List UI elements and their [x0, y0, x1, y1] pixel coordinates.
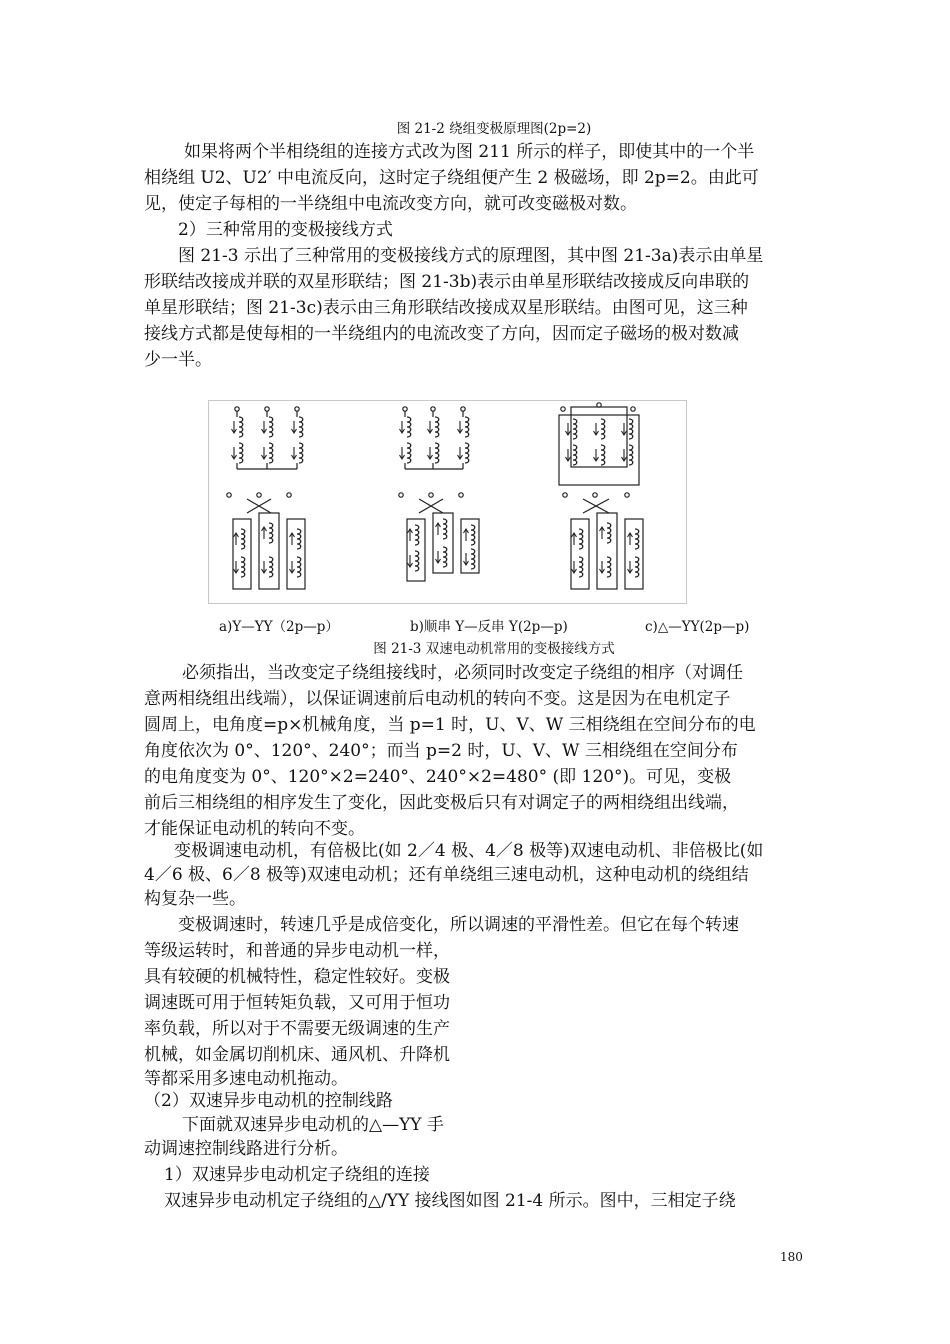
panel-c-top [559, 403, 639, 485]
para2-line: 单星形联结；图 21-3c)表示由三角形联结改接成双星形联结。由图可见，这三种 [144, 298, 748, 318]
panel-a-top [232, 407, 303, 469]
para2-line: 图 21-3 示出了三种常用的变极接线方式的原理图，其中图 21-3a)表示由单星 [178, 246, 764, 266]
para2-line: 少一半。 [144, 350, 212, 370]
para5-line: 调速既可用于恒转矩负载，又可用于恒功 [144, 993, 450, 1013]
figure-21-3-sublabel-c: c)△—YY(2p—p) [645, 619, 750, 635]
para5-line: 等都采用多速电动机拖动。 [144, 1069, 348, 1089]
para3-line: 前后三相绕组的相序发生了变化，因此变极后只有对调定子的两相绕组出线端， [144, 793, 739, 813]
panel-b-top [400, 407, 469, 469]
para3-line: 的电角度变为 0°、120°×2=240°、240°×2=480° (即 120°)。可见，变极 [144, 767, 732, 787]
figure-21-3-sublabel-a: a)Y—YY（2p—p） [219, 619, 339, 635]
para4-line: 4／6 极、6／8 极等)双速电动机；还有单绕组三速电动机，这种电动机的绕组结 [144, 865, 749, 885]
para4-line: 构复杂一些。 [144, 889, 246, 909]
figure-21-3-caption: 图 21-3 双速电动机常用的变极接线方式 [373, 641, 615, 657]
para7-line: 双速异步电动机定子绕组的△/YY 接线图如图 21-4 所示。图中，三相定子绕 [164, 1191, 736, 1211]
para3-line: 圆周上，电角度=p×机械角度，当 p=1 时，U、V、W 三相绕组在空间分布的电 [144, 715, 756, 735]
para3-line: 才能保证电动机的转向不变。 [144, 819, 365, 839]
para5-line: 等级运转时，和普通的异步电动机一样， [144, 941, 450, 961]
winding-diagrams [209, 401, 686, 603]
page-number: 180 [780, 1250, 803, 1264]
para3-line: 意两相绕组出线端），以保证调速前后电动机的转向不变。这是因为在电机定子 [144, 689, 731, 709]
para1-line: 相绕组 U2、U2′ 中电流反向，这时定子绕组便产生 2 极磁场，即 2p=2。由此可 [144, 168, 759, 188]
panel-a-bottom [227, 493, 305, 589]
panel-c-bottom [563, 493, 643, 589]
heading-4: 1）双速异步电动机定子绕组的连接 [164, 1165, 430, 1185]
para5-line: 具有较硬的机械特性，稳定性较好。变极 [144, 967, 450, 987]
para1-line: 见，使定子每相的一半绕组中电流改变方向，就可改变磁极对数。 [144, 194, 637, 214]
para5-line: 变极调速时，转速几乎是成倍变化，所以调速的平滑性差。但它在每个转速 [178, 915, 739, 935]
para3-line: 必须指出，当改变定子绕组接线时，必须同时改变定子绕组的相序（对调任 [182, 663, 743, 683]
para3-line: 角度依次为 0°、120°、240°；而当 p=2 时，U、V、W 三相绕组在空间分布 [144, 741, 738, 761]
para2-line: 接线方式都是使每相的一半绕组内的电流改变了方向，因而定子磁场的极对数减 [144, 324, 739, 344]
figure-21-2-caption: 图 21-2 绕组变极原理图(2p=2) [396, 121, 592, 137]
figure-21-3-diagram [208, 400, 687, 604]
para6-line: 动调速控制线路进行分析。 [144, 1139, 348, 1159]
para5-line: 率负载，所以对于不需要无级调速的生产 [144, 1019, 450, 1039]
figure-21-3-sublabel-b: b)顺串 Y—反串 Y(2p—p) [410, 619, 568, 635]
para4-line: 变极调速电动机，有倍极比(如 2／4 极、4／8 极等)双速电动机、非倍极比(如 [174, 841, 764, 861]
para5-line: 机械，如金属切削机床、通风机、升降机 [144, 1045, 450, 1065]
panel-b-bottom [399, 493, 479, 581]
para2-line: 形联结改接成并联的双星形联结；图 21-3b)表示由单星形联结改接成反向串联的 [144, 272, 750, 292]
para1-line: 如果将两个半相绕组的连接方式改为图 211 所示的样子，即使其中的一个半 [184, 142, 755, 162]
heading-2: 2）三种常用的变极接线方式 [178, 220, 393, 240]
heading-3: （2）双速异步电动机的控制线路 [144, 1091, 393, 1111]
para6-line: 下面就双速异步电动机的△—YY 手 [182, 1115, 444, 1135]
